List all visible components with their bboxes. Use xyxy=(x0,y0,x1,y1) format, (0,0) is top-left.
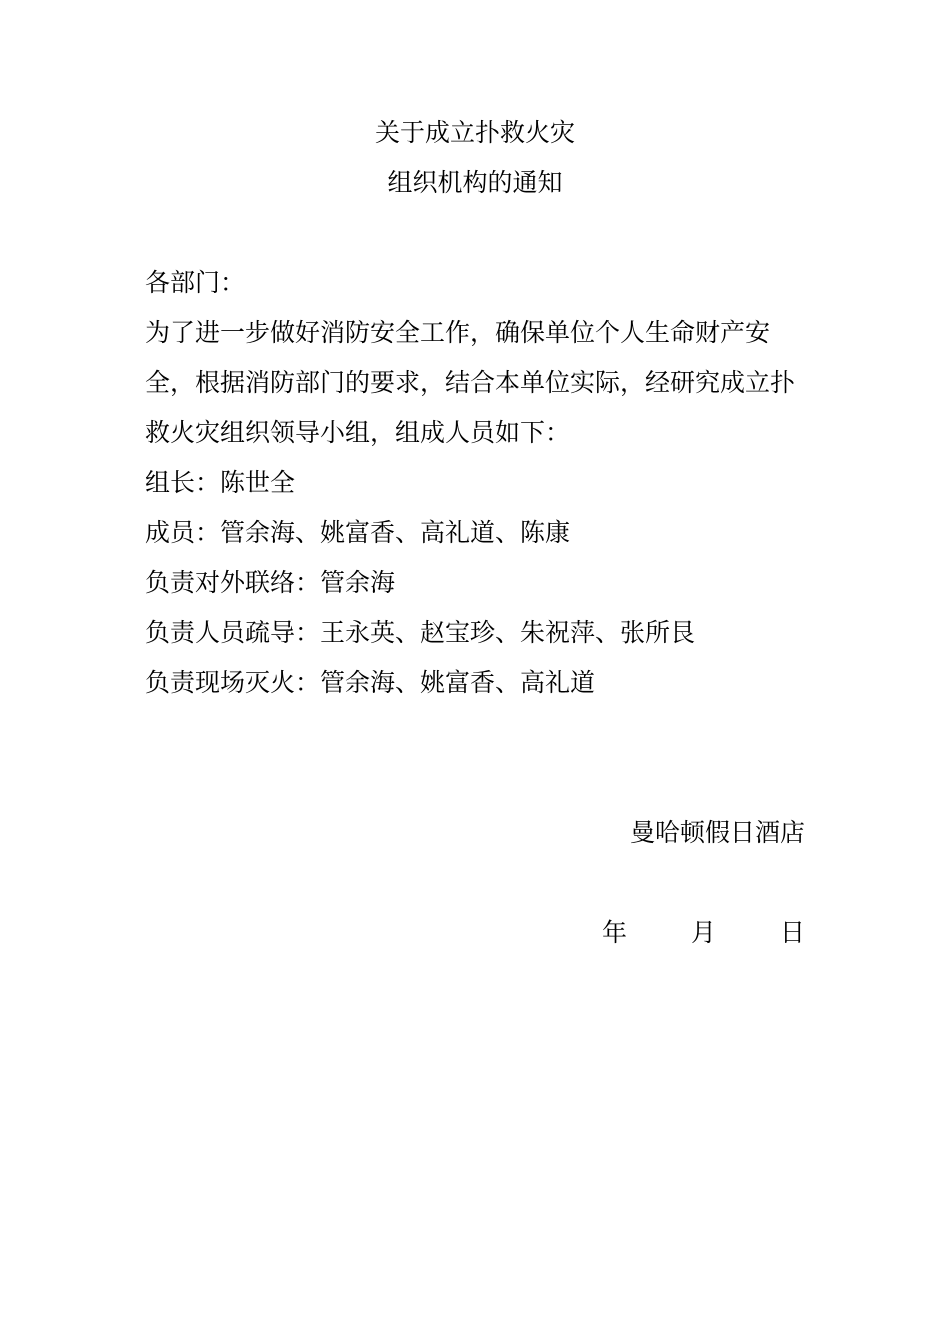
date-month-label: 月 xyxy=(690,918,716,947)
date-line xyxy=(602,908,805,958)
team-leader-line: 组长：陈世全 xyxy=(145,468,296,497)
document-title-line-2: 组织机构的通知 xyxy=(387,168,563,197)
date-day-label: 日 xyxy=(779,918,805,947)
salutation: 各部门： xyxy=(145,268,246,297)
external-liaison-line: 负责对外联络：管余海 xyxy=(145,568,396,597)
evacuation-line: 负责人员疏导：王永英、赵宝珍、朱祝萍、张所艮 xyxy=(145,618,696,647)
team-members-line: 成员：管余海、姚富香、高礼道、陈康 xyxy=(145,518,571,547)
date-gap xyxy=(716,908,780,958)
document-title-line-1: 关于成立扑救火灾 xyxy=(374,118,575,147)
date-gap xyxy=(627,908,691,958)
notice-paragraph: 为了进一步做好消防安全工作，确保单位个人生命财产安全，根据消防部门的要求，结合本单位实际，经研究成立扑救火灾组织领导小组，组成人员如下： xyxy=(145,318,796,447)
date-year-label: 年 xyxy=(601,918,627,947)
firefighting-line: 负责现场灭火：管余海、姚富香、高礼道 xyxy=(145,668,596,697)
organization-signature: 曼哈顿假日酒店 xyxy=(629,818,805,847)
